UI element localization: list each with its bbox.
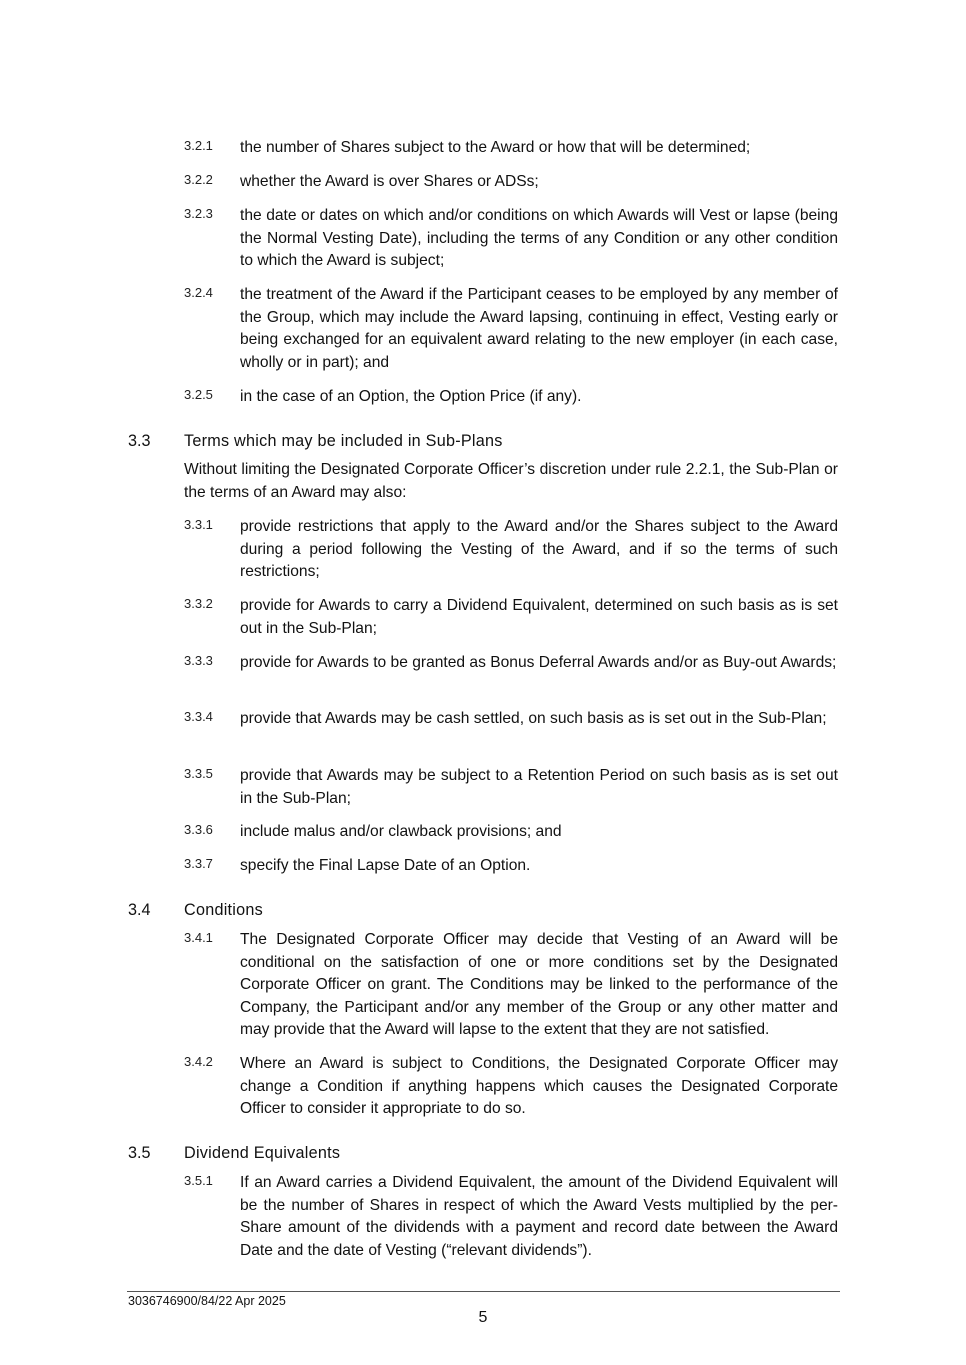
clause-text: provide restrictions that apply to the Award and/or the Shares subject to the Award during a period following the Vesting of the Award, and if so the terms of such restrictions; (240, 518, 838, 581)
clause-3-3-7 (184, 855, 838, 878)
clause-text: specify the Final Lapse Date of an Option. (240, 857, 531, 874)
clause-3-3-4 (184, 708, 838, 731)
clause-text: the treatment of the Award if the Participant ceases to be employed by any member of the Group, which may include the Award lapsing, continuing in effect, Vesting early or being exchanged for an equivalent award relating to the new employer (in each case, wholly or in part); and (240, 286, 838, 371)
footer-document-reference: 3036746900/84/22 Apr 2025 (128, 1294, 286, 1308)
clause-number: 3.3.7 (184, 856, 213, 871)
clause-3-2-2 (184, 171, 838, 194)
section-number: 3.3 (128, 432, 151, 450)
clause-text: in the case of an Option, the Option Price (if any). (240, 388, 582, 405)
clause-number: 3.3.1 (184, 517, 213, 532)
clause-text: provide for Awards to carry a Dividend Equivalent, determined on such basis as is set out in the Sub-Plan; (240, 597, 838, 637)
clause-number: 3.4.2 (184, 1054, 213, 1069)
clause-3-2-3 (184, 205, 838, 273)
clause-number: 3.3.4 (184, 709, 213, 724)
section-title: Terms which may be included in Sub-Plans (184, 432, 503, 450)
clause-number: 3.4.1 (184, 930, 213, 945)
clause-number: 3.2.2 (184, 172, 213, 187)
section-intro-paragraph: Without limiting the Designated Corporate Officer’s discretion under rule 2.2.1, the Sub-Plan or the terms of an Award may also: (184, 461, 838, 501)
section-title: Conditions (184, 901, 263, 919)
clause-text: provide that Awards may be subject to a Retention Period on such basis as is set out in the Sub-Plan; (240, 767, 838, 807)
clause-3-4-2 (184, 1053, 838, 1121)
clause-number: 3.3.2 (184, 596, 213, 611)
clause-text: the number of Shares subject to the Award or how that will be determined; (240, 139, 751, 156)
clause-number: 3.3.6 (184, 822, 213, 837)
clause-3-4-1 (184, 929, 838, 1042)
clause-3-3-3 (184, 652, 838, 675)
clause-number: 3.3.5 (184, 766, 213, 781)
clause-text: If an Award carries a Dividend Equivalent, the amount of the Dividend Equivalent will be the number of Shares in respect of which the Award Vests multiplied by the per-Share amount of the dividends with a payment and record date between the Award Date and the date of Vesting (“relevant dividends”). (240, 1174, 838, 1259)
section-number: 3.5 (128, 1144, 151, 1162)
clause-text: provide that Awards may be cash settled, on such basis as is set out in the Sub-Plan; (240, 710, 827, 727)
clause-text: The Designated Corporate Officer may decide that Vesting of an Award will be conditional on the satisfaction of one or more conditions set by the Designated Corporate Officer on grant. The Conditions may be linked to the performance of the Company, the Participant and/or any member of the Group or any other matter and may provide that the Award will lapse to the extent that they are not satisfied. (240, 931, 838, 1039)
clause-3-3-2 (184, 595, 838, 640)
clause-number: 3.2.4 (184, 285, 213, 300)
clause-3-3-6 (184, 821, 838, 844)
clause-text: provide for Awards to be granted as Bonus Deferral Awards and/or as Buy-out Awards; (240, 654, 837, 671)
clause-3-2-4 (184, 284, 838, 374)
clause-number: 3.3.3 (184, 653, 213, 668)
clause-3-3-5 (184, 765, 838, 810)
clause-number: 3.2.3 (184, 206, 213, 221)
footer-divider (127, 1291, 840, 1292)
clause-3-3-1 (184, 516, 838, 584)
clause-text: the date or dates on which and/or conditions on which Awards will Vest or lapse (being the Normal Vesting Date), including the terms of any Condition or any other condition to which the Award is subject; (240, 207, 838, 270)
clause-3-5-1 (184, 1172, 838, 1262)
clause-number: 3.2.1 (184, 138, 213, 153)
page-number: 5 (478, 1309, 488, 1326)
section-number: 3.4 (128, 901, 151, 919)
clause-text: Where an Award is subject to Conditions, the Designated Corporate Officer may change a Condition if anything happens which causes the Designated Corporate Officer to consider it appropriate to do so. (240, 1055, 838, 1118)
clause-number: 3.5.1 (184, 1173, 213, 1188)
clause-text: include malus and/or clawback provisions; and (240, 823, 562, 840)
clause-3-2-1 (184, 137, 838, 160)
clause-number: 3.2.5 (184, 387, 213, 402)
clause-3-2-5 (184, 386, 838, 409)
section-title: Dividend Equivalents (184, 1144, 341, 1162)
clause-text: whether the Award is over Shares or ADSs; (240, 173, 539, 190)
